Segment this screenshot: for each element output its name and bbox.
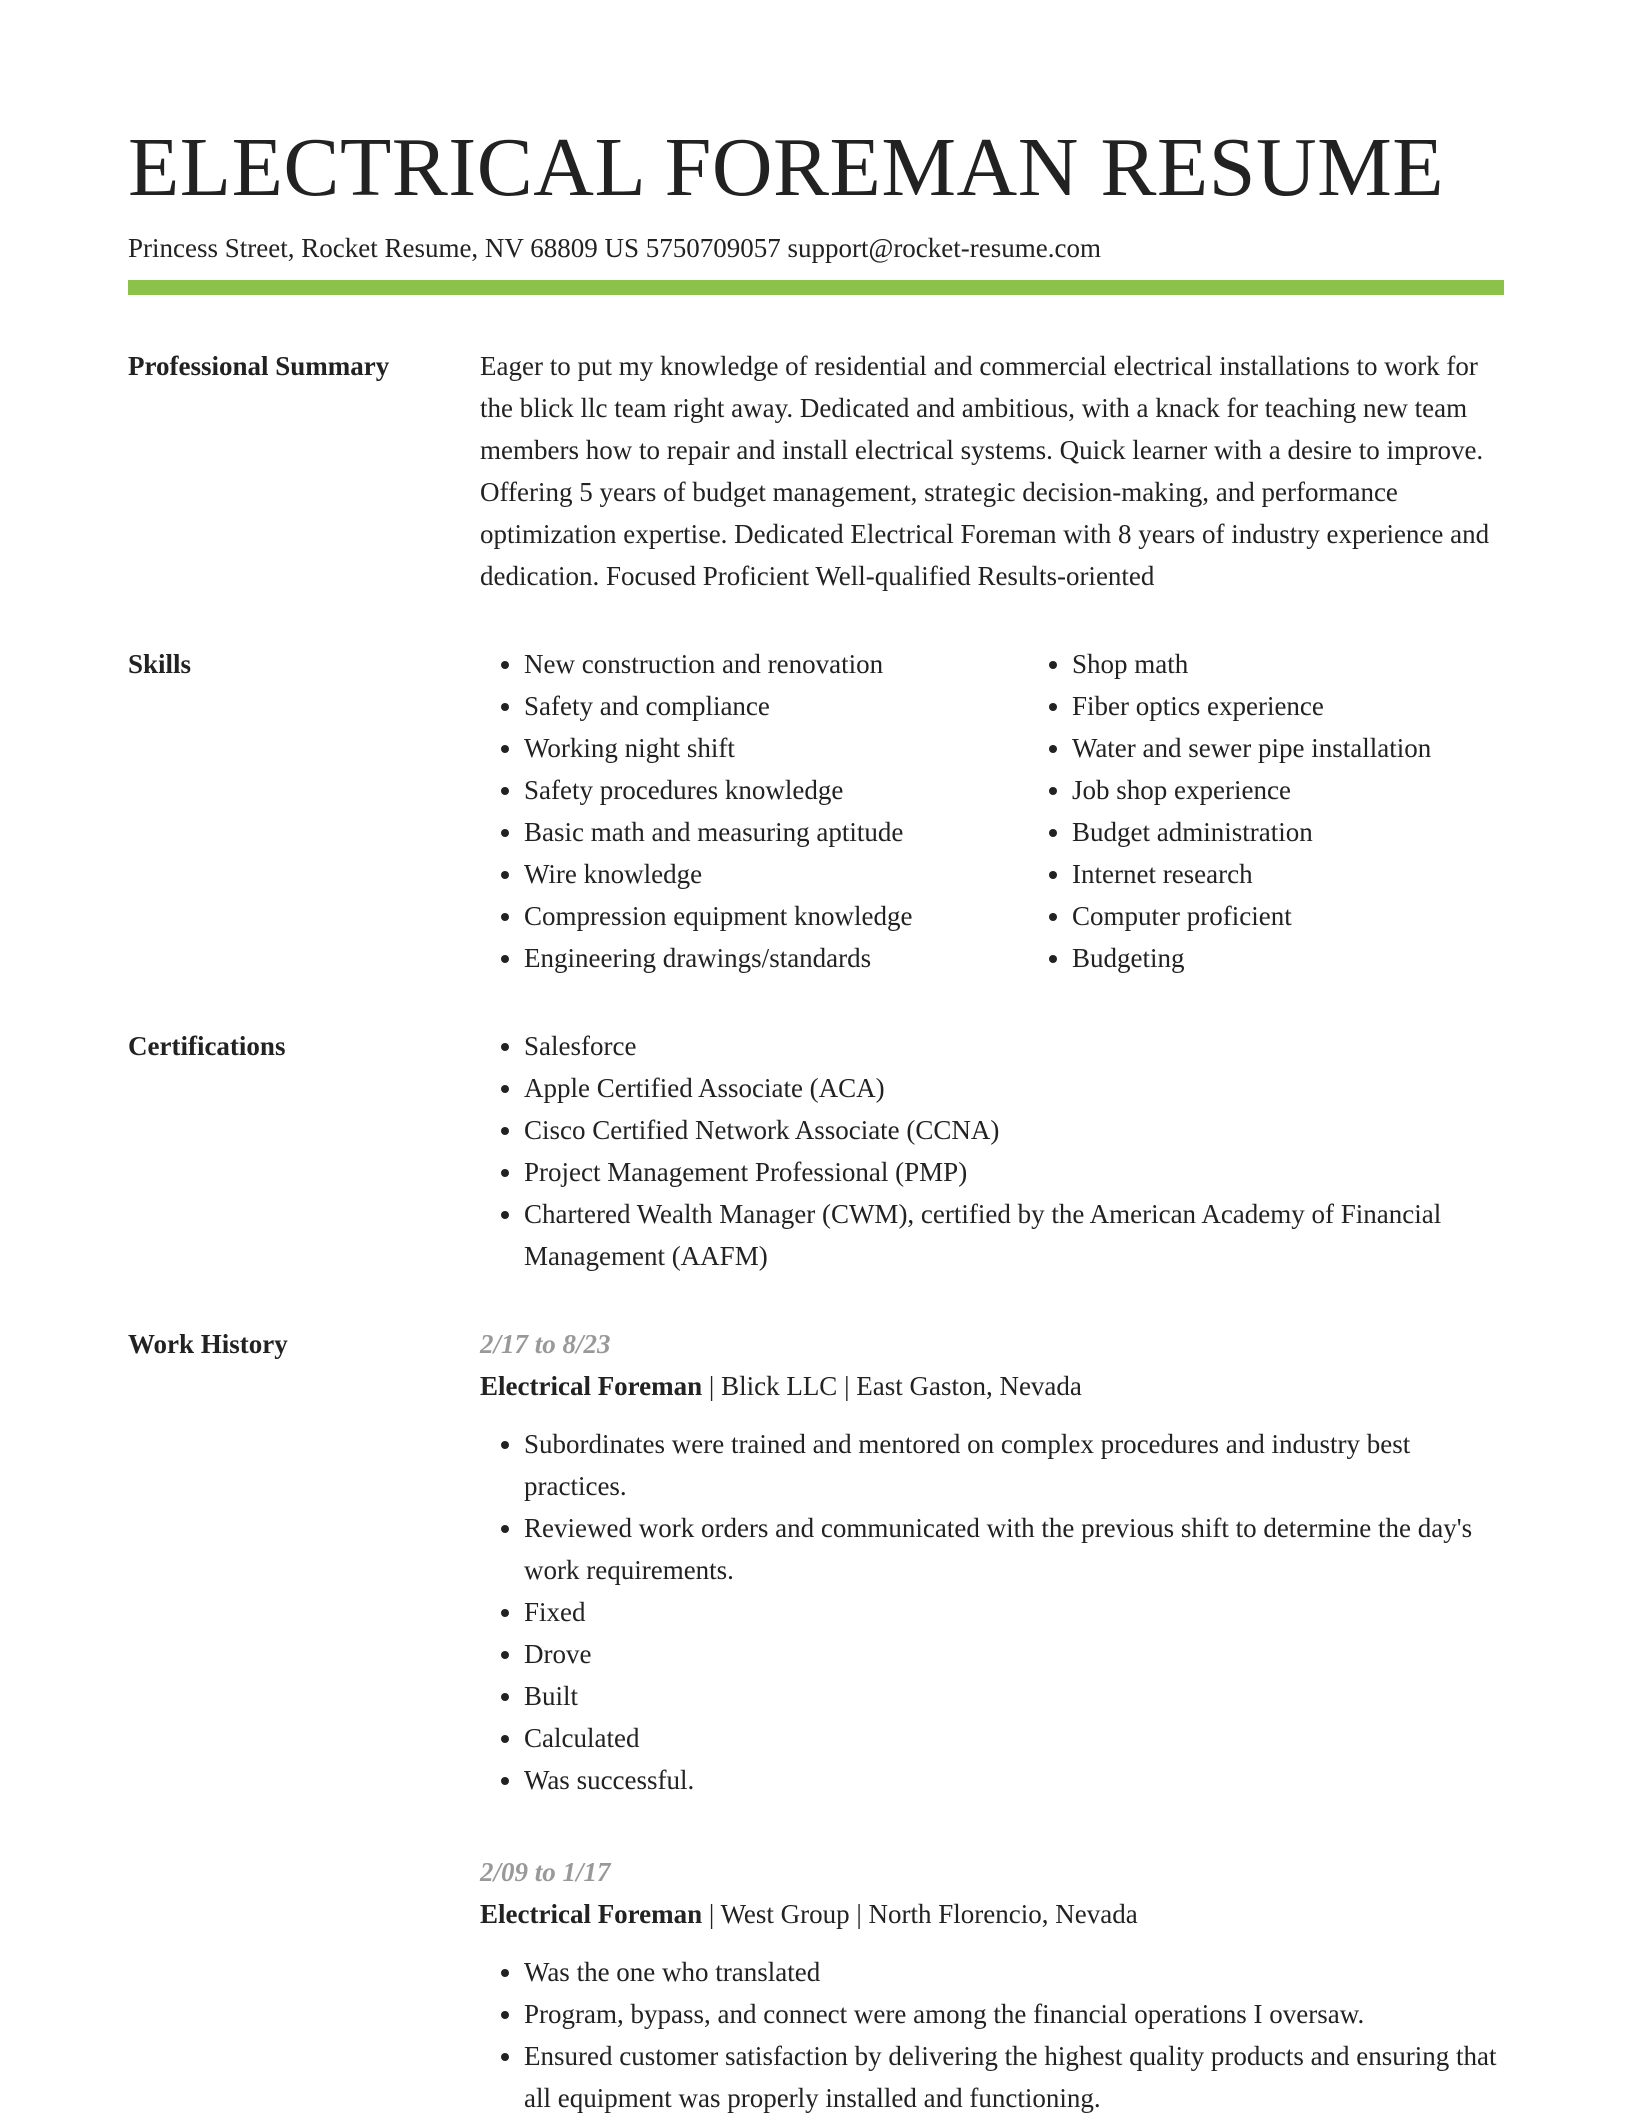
- certification-item: • Apple Certified Associate (ACA): [524, 1067, 1504, 1109]
- certification-item: • Chartered Wealth Manager (CWM), certified by the American Academy of Financial Management (AAFM): [524, 1193, 1504, 1277]
- job-bullet: • Ensured customer satisfaction by delivering the highest quality products and ensuring that all equipment was properly installed and functioning.: [524, 2035, 1504, 2119]
- job-header: [480, 1893, 1504, 1935]
- skill-item: • Fiber optics experience: [1072, 685, 1431, 727]
- job-company-location: | Blick LLC | East Gaston, Nevada: [702, 1371, 1082, 1401]
- skill-item: • Shop math: [1072, 643, 1431, 685]
- skill-item: • Computer proficient: [1072, 895, 1431, 937]
- job-bullets: [480, 1951, 1504, 2119]
- skill-item: • Job shop experience: [1072, 769, 1431, 811]
- skill-item: • Basic math and measuring aptitude: [524, 811, 1028, 853]
- job-header: [480, 1365, 1504, 1407]
- certifications-section: [128, 1025, 1504, 1277]
- certification-item: • Cisco Certified Network Associate (CCNA): [524, 1109, 1504, 1151]
- skill-item: • Engineering drawings/standards: [524, 937, 1028, 979]
- job-bullet: • Subordinates were trained and mentored on complex procedures and industry best practices.: [524, 1423, 1504, 1507]
- certification-item: • Project Management Professional (PMP): [524, 1151, 1504, 1193]
- summary-text: Eager to put my knowledge of residential and commercial electrical installations to work for the blick llc team right away. Dedicated and ambitious, with a knack for teaching new team members how to repair and install electrical systems. Quick learner with a desire to improve. Offering 5 years of budget management, strategic decision-making, and performance optimization expertise. Dedicated Electrical Foreman with 8 years of industry experience and dedication. Focused Proficient Well-qualified Results-oriented: [480, 351, 1490, 591]
- job-dates: 2/17 to 8/23: [480, 1329, 611, 1359]
- work-history-heading: Work History: [128, 1329, 288, 1359]
- summary-heading: Professional Summary: [128, 351, 390, 381]
- skills-list-right: [1028, 643, 1431, 979]
- job-bullet: • Built: [524, 1675, 1504, 1717]
- job-dates: 2/09 to 1/17: [480, 1857, 611, 1887]
- skill-item: • Safety and compliance: [524, 685, 1028, 727]
- job-bullet: • Program, bypass, and connect were among the financial operations I oversaw.: [524, 1993, 1504, 2035]
- header-divider: [128, 280, 1504, 295]
- skill-item: • Internet research: [1072, 853, 1431, 895]
- job-bullet: • Was the one who translated: [524, 1951, 1504, 1993]
- job-entry: [480, 1323, 1504, 1801]
- skill-item: • Working night shift: [524, 727, 1028, 769]
- skill-item: • Compression equipment knowledge: [524, 895, 1028, 937]
- certification-item: • Salesforce: [524, 1025, 1504, 1067]
- job-bullet: • Calculated: [524, 1717, 1504, 1759]
- job-title: Electrical Foreman: [480, 1371, 703, 1401]
- resume-title: ELECTRICAL FOREMAN RESUME: [128, 121, 1445, 214]
- summary-section: [128, 345, 1504, 597]
- skills-heading: Skills: [128, 649, 192, 679]
- skill-item: • Wire knowledge: [524, 853, 1028, 895]
- certifications-list: [480, 1025, 1504, 1277]
- job-bullet: • Reviewed work orders and communicated with the previous shift to determine the day's work requirements.: [524, 1507, 1504, 1591]
- job-title: Electrical Foreman: [480, 1899, 703, 1929]
- skill-item: • Budgeting: [1072, 937, 1431, 979]
- skills-list-left: [480, 643, 1028, 979]
- contact-line: Princess Street, Rocket Resume, NV 68809 US 5750709057 support@rocket-resume.com: [128, 233, 1101, 263]
- resume-page: [128, 118, 1504, 2119]
- skill-item: • Safety procedures knowledge: [524, 769, 1028, 811]
- job-company-location: | West Group | North Florencio, Nevada: [702, 1899, 1138, 1929]
- skill-item: • Budget administration: [1072, 811, 1431, 853]
- work-history-section: [128, 1323, 1504, 2119]
- skill-item: • Water and sewer pipe installation: [1072, 727, 1431, 769]
- job-bullet: • Fixed: [524, 1591, 1504, 1633]
- job-bullet: • Drove: [524, 1633, 1504, 1675]
- job-bullets: [480, 1423, 1504, 1801]
- job-bullet: • Was successful.: [524, 1759, 1504, 1801]
- skills-section: [128, 643, 1504, 979]
- job-entry: [480, 1851, 1504, 2119]
- certifications-heading: Certifications: [128, 1031, 286, 1061]
- skill-item: • New construction and renovation: [524, 643, 1028, 685]
